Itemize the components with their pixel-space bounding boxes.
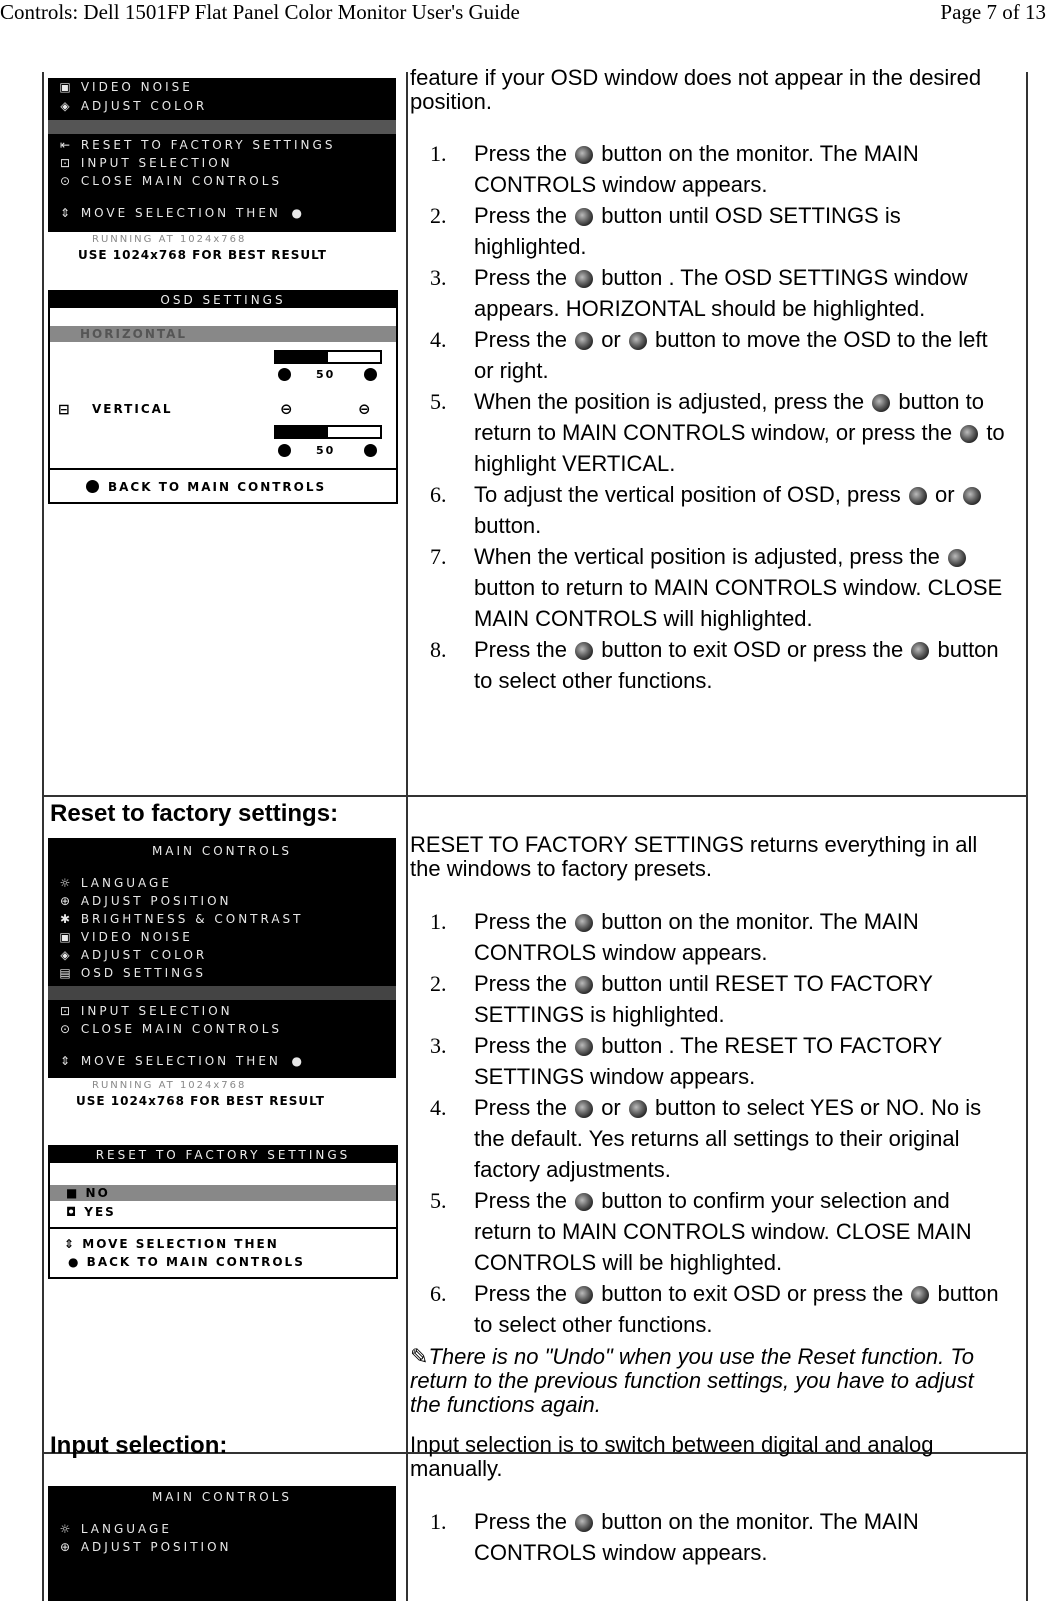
note-icon: ✎ — [410, 1344, 429, 1369]
step-item — [412, 200, 1012, 262]
panel-divider — [50, 468, 396, 470]
close-icon: ⊙ — [59, 174, 71, 188]
table-border-middle — [406, 72, 408, 1601]
minus-button-icon — [278, 444, 291, 457]
step-text: button to confirm your selection and return to MAIN CONTROLS window. CLOSE MAIN CONTROLS will be highlighted. — [474, 1188, 972, 1275]
osd-main-controls-title: MAIN CONTROLS — [151, 844, 293, 858]
step-text: button to select other functions. — [474, 1281, 999, 1337]
up-button-icon — [911, 642, 929, 660]
step-number: 1. — [430, 1509, 447, 1534]
arrow-buttons-icon: ⇕ — [64, 1237, 77, 1251]
menu-button-icon — [575, 270, 593, 288]
no-label: NO — [85, 1186, 110, 1200]
osd-menu-item — [56, 80, 193, 94]
step-number: 4. — [430, 1095, 447, 1120]
step-text: to highlight VERTICAL. — [474, 420, 1005, 476]
horizontal-slider-fill — [276, 352, 328, 362]
vertical-up-icon: ⊖ — [280, 400, 295, 418]
step-item — [412, 1092, 1012, 1185]
osd-menu-item — [56, 966, 206, 980]
vertical-icon: ⊟ — [58, 402, 72, 418]
step-text: When the vertical position is adjusted, press the — [474, 544, 940, 569]
osd-menu-item — [56, 1522, 172, 1536]
menu-button-icon — [948, 549, 966, 567]
step-text: button to move the OSD to the left or right. — [474, 327, 988, 383]
section-title-input: Input selection: — [50, 1432, 228, 1459]
step-number: 7. — [430, 544, 447, 569]
vertical-slider-fill — [276, 427, 328, 437]
step-text: Press the — [474, 1188, 567, 1213]
step-number: 6. — [430, 1281, 447, 1306]
vertical-value: 50 — [316, 444, 336, 457]
step-number: 2. — [430, 971, 447, 996]
step-text: button to exit OSD or press the — [601, 637, 904, 662]
step-text: Press the — [474, 1281, 567, 1306]
step-text: When the position is adjusted, press the — [474, 389, 865, 414]
step-text: Press the — [474, 1095, 567, 1120]
osd-menu-label: LANGUAGE — [80, 1522, 172, 1536]
osd-menu-label: VIDEO NOISE — [80, 80, 193, 94]
osd-menu-item — [56, 912, 304, 926]
step-number: 6. — [430, 482, 447, 507]
osd-running-text: RUNNING AT 1024x768 — [92, 1080, 247, 1091]
menu-button-icon — [575, 1286, 593, 1304]
osd-menu-label: CLOSE MAIN CONTROLS — [80, 1022, 283, 1036]
step-number: 8. — [430, 637, 447, 662]
osd-menu-label: ADJUST POSITION — [80, 1540, 232, 1554]
menu-button-icon: ● — [68, 1255, 81, 1269]
step-text: or — [601, 1095, 621, 1120]
osd-menu-label: CLOSE MAIN CONTROLS — [80, 174, 283, 188]
vertical-label: VERTICAL — [92, 402, 173, 416]
down-button-icon — [629, 1100, 647, 1118]
step-text: Press the — [474, 203, 567, 228]
section3-intro: Input selection is to switch between digital and analog manually. — [410, 1432, 934, 1481]
table-border-right — [1026, 72, 1028, 1601]
table-border-left — [42, 72, 44, 1601]
yes-option — [66, 1205, 116, 1219]
vertical-down-icon: ⊖ — [358, 400, 373, 418]
close-icon: ⊙ — [59, 1022, 71, 1036]
osd-menu-label: RESET TO FACTORY SETTINGS — [80, 138, 336, 152]
video-noise-icon: ▣ — [59, 930, 71, 944]
osd-menu-label: INPUT SELECTION — [80, 156, 233, 170]
down-button-icon — [960, 425, 978, 443]
osd-menu-label: ADJUST COLOR — [80, 99, 208, 113]
osd-menu-label: INPUT SELECTION — [80, 1004, 233, 1018]
page-header-title: Controls: Dell 1501FP Flat Panel Color Monitor User's Guide — [0, 0, 520, 24]
menu-button-icon — [86, 480, 99, 493]
osd-menu-label: OSD SETTINGS — [80, 966, 207, 980]
row-divider-1 — [42, 795, 1028, 797]
step-item — [412, 262, 1012, 324]
osd-footer-text: MOVE SELECTION THEN — [80, 206, 281, 220]
horizontal-slider — [274, 350, 382, 364]
step-text: button until RESET TO FACTORY SETTINGS is highlighted. — [474, 971, 933, 1027]
osd-menu-item — [56, 138, 335, 152]
osd-footer — [56, 206, 306, 220]
step-text: button on the monitor. The MAIN CONTROLS window appears. — [474, 141, 919, 197]
brightness-icon: ✱ — [59, 912, 71, 926]
menu-button-icon: ● — [291, 206, 302, 220]
step-text: button to return to MAIN CONTROLS window. CLOSE MAIN CONTROLS will highlighted. — [474, 575, 1003, 631]
step-text: button to return to MAIN CONTROLS window, or press the — [474, 389, 985, 445]
step-number: 1. — [430, 141, 447, 166]
osd-highlight-row — [48, 986, 396, 1000]
osd-menu-item — [56, 948, 207, 962]
step-text: button. — [474, 513, 542, 538]
up-button-icon — [575, 1100, 593, 1118]
horizontal-label: HORIZONTAL — [80, 327, 188, 341]
step-text: Press the — [474, 327, 567, 352]
up-button-icon — [911, 1286, 929, 1304]
section2-intro: RESET TO FACTORY SETTINGS returns everything in all the windows to factory presets. — [410, 832, 978, 881]
osd-main-controls-window — [48, 78, 396, 232]
osd-menu-item — [56, 156, 233, 170]
horizontal-value: 50 — [316, 368, 336, 381]
step-item — [412, 1278, 1012, 1340]
plus-button-icon — [963, 487, 981, 505]
down-button-icon — [575, 976, 593, 994]
section1-intro: feature if your OSD window does not appear in the desired position. — [410, 65, 982, 114]
osd-footer-text: MOVE SELECTION THEN — [80, 1054, 281, 1068]
osd-settings-title: OSD SETTINGS — [50, 292, 396, 308]
menu-button-icon — [872, 394, 890, 412]
arrow-buttons-icon: ⇕ — [59, 1054, 71, 1068]
page-number: Page 7 of 13 — [940, 0, 1046, 24]
section3-steps — [412, 1506, 1012, 1568]
step-item — [412, 324, 1012, 386]
step-item — [412, 1506, 1012, 1568]
step-item — [412, 479, 1012, 541]
input-selection-icon: ⊡ — [59, 1004, 71, 1018]
adjust-color-icon: ◈ — [60, 948, 70, 962]
step-number: 3. — [430, 265, 447, 290]
step-text: Press the — [474, 1033, 567, 1058]
menu-button-icon — [575, 914, 593, 932]
step-text: button on the monitor. The MAIN CONTROLS window appears. — [474, 1509, 919, 1565]
step-item — [412, 906, 1012, 968]
menu-button-icon — [575, 146, 593, 164]
minus-button-icon — [278, 368, 291, 381]
no-option — [66, 1186, 110, 1200]
plus-button-icon — [364, 444, 377, 457]
menu-button-icon: ● — [291, 1054, 302, 1068]
step-text: button to exit OSD or press the — [601, 1281, 904, 1306]
plus-button-icon — [629, 332, 647, 350]
step-text: Press the — [474, 141, 567, 166]
osd-main-controls-window — [48, 1486, 396, 1601]
minus-button-icon — [909, 487, 927, 505]
step-number: 2. — [430, 203, 447, 228]
step-item — [412, 1185, 1012, 1278]
language-icon: ☼ — [59, 876, 71, 890]
plus-button-icon — [364, 368, 377, 381]
osd-settings-icon: ▤ — [59, 966, 71, 980]
osd-menu-item — [56, 876, 172, 890]
step-text: Press the — [474, 265, 567, 290]
step-number: 5. — [430, 1188, 447, 1213]
osd-menu-label: ADJUST COLOR — [80, 948, 208, 962]
osd-highlight-row — [48, 120, 396, 134]
note-text: There is no "Undo" when you use the Reset function. To return to the previous function settings, you have to adjust the functions again. — [410, 1344, 975, 1417]
reset-window-title: RESET TO FACTORY SETTINGS — [50, 1147, 396, 1163]
osd-menu-item — [56, 1004, 233, 1018]
vertical-slider — [274, 425, 382, 439]
yes-label: YES — [84, 1205, 116, 1219]
down-button-icon — [575, 208, 593, 226]
back-to-main-row — [68, 1255, 305, 1269]
reset-icon: ⇤ — [59, 138, 71, 152]
video-noise-icon: ▣ — [59, 80, 71, 94]
no-checkbox-icon: ■ — [66, 1186, 80, 1200]
osd-footer — [56, 1054, 306, 1068]
reset-factory-window — [48, 1145, 398, 1279]
osd-menu-label: ADJUST POSITION — [80, 894, 232, 908]
osd-menu-item — [56, 1022, 282, 1036]
back-to-main-label: BACK TO MAIN CONTROLS — [108, 480, 327, 494]
section1-steps — [412, 138, 1012, 696]
reset-note — [410, 1345, 1010, 1417]
adjust-position-icon: ⊕ — [59, 1540, 71, 1554]
osd-settings-window — [48, 290, 398, 504]
osd-best-result-text: USE 1024x768 FOR BEST RESULT — [78, 248, 327, 262]
step-number: 5. — [430, 389, 447, 414]
panel-divider — [50, 1227, 396, 1229]
step-item — [412, 386, 1012, 479]
menu-button-icon — [575, 1038, 593, 1056]
move-selection-label: MOVE SELECTION THEN — [82, 1237, 279, 1251]
step-item — [412, 968, 1012, 1030]
input-selection-icon: ⊡ — [59, 156, 71, 170]
section-title-reset: Reset to factory settings: — [50, 800, 339, 827]
osd-menu-item — [56, 894, 232, 908]
step-text: Press the — [474, 971, 567, 996]
minus-button-icon — [575, 332, 593, 350]
osd-running-text: RUNNING AT 1024x768 — [92, 234, 247, 245]
step-text: Press the — [474, 909, 567, 934]
step-text: button on the monitor. The MAIN CONTROLS window appears. — [474, 909, 919, 965]
osd-menu-item — [56, 930, 193, 944]
step-text: button . The OSD SETTINGS window appears. HORIZONTAL should be highlighted. — [474, 265, 968, 321]
osd-menu-item — [56, 99, 207, 113]
osd-menu-item — [56, 1540, 232, 1554]
step-text: button to select other functions. — [474, 637, 999, 693]
step-text: button to select YES or NO. No is the default. Yes returns all settings to their original factory adjustments. — [474, 1095, 982, 1182]
step-number: 1. — [430, 909, 447, 934]
step-text: button . The RESET TO FACTORY SETTINGS window appears. — [474, 1033, 942, 1089]
step-text: Press the — [474, 637, 567, 662]
menu-button-icon — [575, 1193, 593, 1211]
step-item — [412, 541, 1012, 634]
step-item — [412, 634, 1012, 696]
step-number: 3. — [430, 1033, 447, 1058]
yes-checkbox-icon: ◘ — [66, 1205, 79, 1219]
adjust-color-icon: ◈ — [60, 99, 70, 113]
osd-menu-label: LANGUAGE — [80, 876, 172, 890]
step-number: 4. — [430, 327, 447, 352]
language-icon: ☼ — [59, 1522, 71, 1536]
step-text: button until OSD SETTINGS is highlighted. — [474, 203, 901, 259]
osd-main-controls-title: MAIN CONTROLS — [151, 1490, 293, 1504]
step-text: or — [935, 482, 955, 507]
osd-best-result-text: USE 1024x768 FOR BEST RESULT — [76, 1094, 325, 1108]
arrow-buttons-icon: ⇕ — [59, 206, 71, 220]
osd-menu-label: BRIGHTNESS & CONTRAST — [80, 912, 304, 926]
menu-button-icon — [575, 642, 593, 660]
adjust-position-icon: ⊕ — [59, 894, 71, 908]
menu-button-icon — [575, 1514, 593, 1532]
step-text: Press the — [474, 1509, 567, 1534]
osd-menu-label: VIDEO NOISE — [80, 930, 193, 944]
osd-main-controls-window — [48, 838, 396, 1078]
section2-steps — [412, 906, 1012, 1340]
back-to-main-label: BACK TO MAIN CONTROLS — [86, 1255, 305, 1269]
step-item — [412, 1030, 1012, 1092]
step-text: or — [601, 327, 621, 352]
step-text: To adjust the vertical position of OSD, press — [474, 482, 901, 507]
move-selection-row — [64, 1237, 279, 1251]
step-item — [412, 138, 1012, 200]
osd-menu-item — [56, 174, 282, 188]
